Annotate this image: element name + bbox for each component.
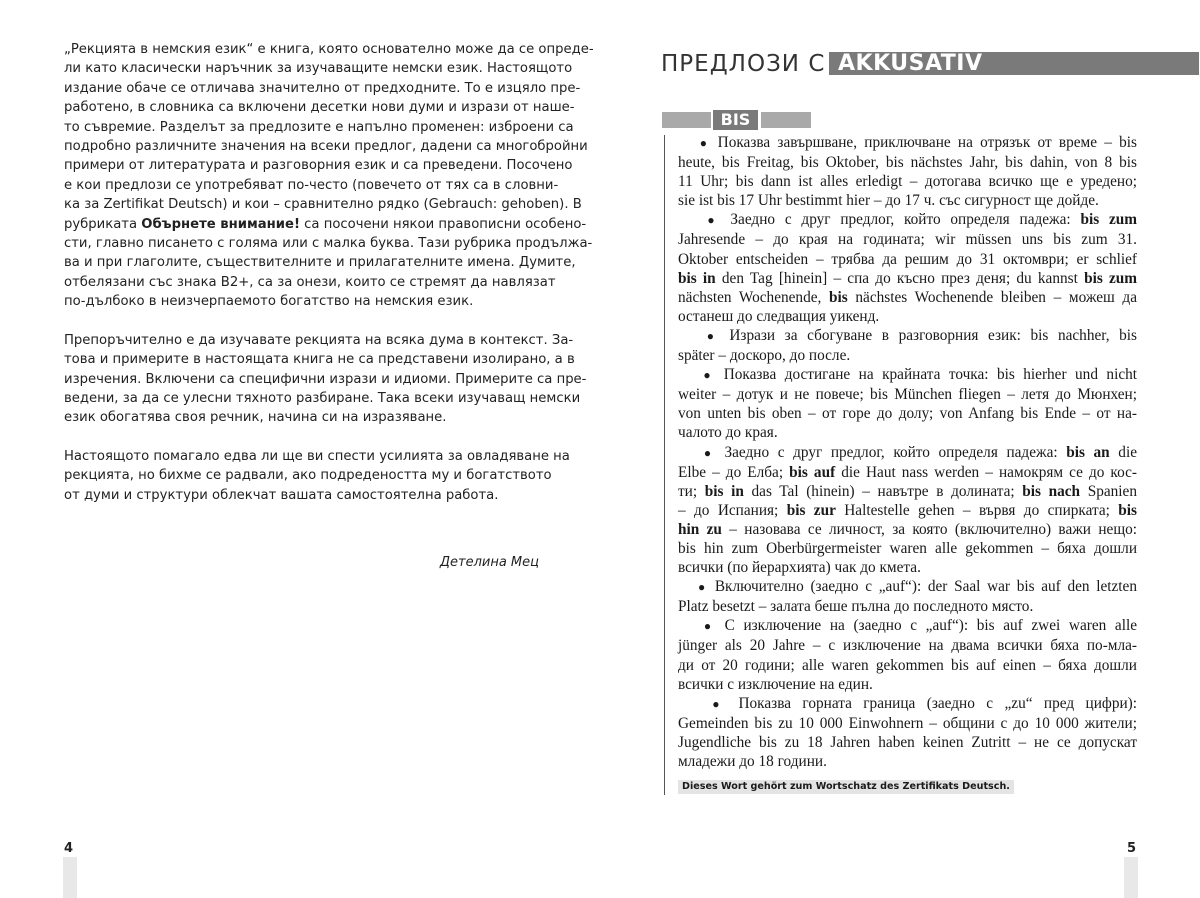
- text-line: то съвремие. Разделът за предлозите е напълно променен: изброени са: [64, 119, 574, 135]
- page-edge-tab: [63, 857, 77, 898]
- text-line: ведени, за да се улесни тяхното разбиране. Така всеки изучаващ немски: [64, 390, 581, 406]
- entry-line: – до Испания; bis zur Haltestelle gehen – вървя до спирката; bis: [678, 501, 1138, 519]
- entry-line: Jahresende – до края на годината; wir müssen uns bis zum 31.: [678, 231, 1137, 249]
- preface-paragraph-2: [64, 331, 587, 428]
- text-line: примери от литературата и разговорния език и са преведени. Посочено: [64, 158, 573, 174]
- entry-line: ● С изключение на (заедно с „auf“): bis auf zwei waren alle: [703, 617, 1137, 635]
- text-line: по-дълбоко в неизчерпаемото богатство на немския език.: [64, 294, 474, 310]
- entry-text: [678, 133, 1137, 771]
- chapter-title-plain: ПРЕДЛОЗИ С: [661, 51, 826, 77]
- entry-line: ● Показва завършване, приключване на отрязък от време – bis: [699, 134, 1138, 151]
- entry-line: von unten bis oben – от горе до долу; von Anfang bis Ende – от на-: [678, 405, 1137, 423]
- section-bar-left: [662, 112, 711, 128]
- preface-paragraph-1: [64, 40, 594, 312]
- bullet-icon: ●: [703, 445, 716, 460]
- text-line: издание обаче се отличава значително от предходните. То е изцяло пре-: [64, 80, 581, 96]
- text-line: „Рекцията в немския език“ е книга, която основателно може да се опреде-: [64, 42, 594, 57]
- bullet-icon: ●: [712, 696, 728, 711]
- rubric-before: рубриката: [64, 216, 138, 232]
- entry-line: jünger als 20 Jahre – с изключение на двама всички бяха по-мла-: [678, 637, 1137, 655]
- preface-text: [64, 40, 594, 505]
- page-number: 5: [1127, 841, 1137, 856]
- entry-line: Elbe – до Елба; bis auf die Haut nass werden – намокрям се до кос-: [678, 463, 1138, 481]
- text-line: език обогатява своя речник, начина си на изразяване.: [64, 410, 447, 426]
- text-line: сти, главно писането с голяма или с малка буква. Тази рубрика продължа-: [64, 236, 593, 252]
- entry-line: Jugendliche bis zu 18 Jahren haben keinen Zutritt – не се допускат: [678, 733, 1137, 751]
- entry-line: bis hin zum Oberbürgermeister waren alle gekommen – бяха дошли: [678, 539, 1137, 557]
- bullet-icon: ●: [698, 580, 709, 595]
- text-line: подробно различните значения на всеки предлог, дадени са многобройни: [64, 139, 588, 155]
- text-line: Настоящото помагало едва ли ще ви спести усилията за овладяване на: [64, 448, 570, 464]
- preface-paragraph-3: [64, 447, 570, 505]
- text-line: ка за Zertifikat Deutsch) и кои – сравнително рядко (Gebrauch: gehoben). В: [64, 197, 582, 213]
- rubric-bold: Обърнете внимание!: [141, 216, 300, 232]
- entry-line: Gemeinden bis zu 10 000 Einwohnern – общини с до 10 000 жители;: [678, 714, 1137, 732]
- entry-line: nächsten Wochenende, bis nächstes Wochenende bleiben – можеш да: [678, 288, 1138, 306]
- bullet-icon: ●: [706, 328, 720, 343]
- text-line: работено, в словника са включени десетки нови думи и изрази от наше-: [64, 100, 575, 116]
- rubric-after: са посочени някои правописни особено-: [304, 216, 587, 232]
- bullet-icon: ●: [707, 213, 721, 228]
- entry-line: ● Показва горната граница (заедно с „zu“ пред цифри):: [712, 694, 1137, 712]
- section-label: BIS: [713, 110, 758, 130]
- rubric-line: [64, 215, 587, 234]
- vertical-rule: [664, 135, 665, 795]
- entry-line: Platz besetzt – залата беше пълна до последното място.: [678, 598, 1034, 616]
- text-line: рекцията, но бихме се радвали, ако подредеността му и богатството: [64, 468, 552, 484]
- text-line: ли като класически наръчник за изучаващите немски език. Настоящото: [64, 61, 573, 77]
- entry-line: чалото до края.: [678, 424, 778, 442]
- entry-line: 11 Uhr; bis dann ist alles erledigt – дотогава всичко ще е уредено;: [678, 173, 1137, 191]
- bullet-icon: ●: [703, 619, 716, 634]
- entry-line: ● Заедно с друг предлог, който определя падежа: bis an die: [703, 443, 1137, 461]
- entry-line: младежи до 18 години.: [678, 753, 827, 770]
- entry-line: ● Показва достигане на крайната точка: bis hierher und nicht: [703, 366, 1138, 384]
- entry-line: ● Заедно с друг предлог, който определя падежа: bis zum: [707, 211, 1137, 229]
- chapter-title-accent: AKKUSATIV: [838, 51, 983, 76]
- right-page: [600, 0, 1200, 898]
- text-line: Препоръчително е да изучавате рекцията на всяка дума в контекст. За-: [64, 332, 574, 348]
- page-number: 4: [64, 841, 74, 856]
- entry-line: останеш до следващия уикенд.: [678, 307, 880, 325]
- bullet-icon: ●: [699, 136, 711, 150]
- entry-line: später – доскоро, до после.: [678, 347, 851, 365]
- entry-line: hin zu – назовава се личност, за която (включително) важи нещо:: [678, 520, 1137, 538]
- page-edge-tab: [1124, 857, 1138, 898]
- section-bar-right: [761, 112, 811, 128]
- entry-line: всички (по йерархията) чак до кмета.: [678, 559, 921, 577]
- entry-line: bis in den Tag [hinein] – спа до късно през деня; du kannst bis zum: [678, 269, 1138, 287]
- entry-line: ● Включително (заедно с „auf“): der Saal war bis auf den letzten: [698, 578, 1137, 596]
- text-line: това и примерите в настоящата книга не са представени изолирано, а в: [64, 352, 575, 368]
- text-line: от думи и структури облекчат вашата самостоятелна работа.: [64, 487, 499, 503]
- bullet-icon: ●: [703, 368, 716, 383]
- footnote: Dieses Wort gehört zum Wortschatz des Zertifikats Deutsch.: [678, 780, 1014, 794]
- text-line: отбелязани със знака B2+, са за онези, които се стремят да навлязат: [64, 274, 556, 290]
- entry-line: weiter – дотук и не повече; bis München fliegen – летя до Мюнхен;: [678, 386, 1137, 404]
- entry-line: всички с изключение на един.: [678, 675, 873, 693]
- text-line: изречения. Включени са специфични изрази и идиоми. Примерите са пре-: [64, 371, 587, 387]
- entry-line: ти; bis in das Tal (hinein) – навътре в долината; bis nach Spanien: [678, 482, 1137, 500]
- entry-line: Oktober entscheiden – трябва да решим до 31 октомври; er schlief: [678, 250, 1137, 268]
- chapter-title-accent-bar: [829, 52, 1199, 75]
- text-line: е кои предлози се употребяват по-често (повечето от тях са в словни-: [64, 177, 559, 193]
- entry-line: heute, bis Freitag, bis Oktober, bis nächstes Jahr, bis dahin, von 8 bis: [678, 154, 1137, 172]
- text-line: ва и при глаголите, съществителните и прилагателните имена. Думите,: [64, 255, 576, 271]
- entry-line: ди от 20 години; alle waren gekommen bis auf einen – бяха дошли: [678, 656, 1137, 674]
- entry-line: sie ist bis 17 Uhr bestimmt hier – до 17 ч. със сигурност ще дойде.: [678, 192, 1099, 210]
- signature: Детелина Мец: [439, 555, 539, 570]
- chapter-title: [661, 50, 1137, 78]
- entry-line: ● Изрази за сбогуване в разговорния език: bis nachher, bis: [706, 326, 1137, 344]
